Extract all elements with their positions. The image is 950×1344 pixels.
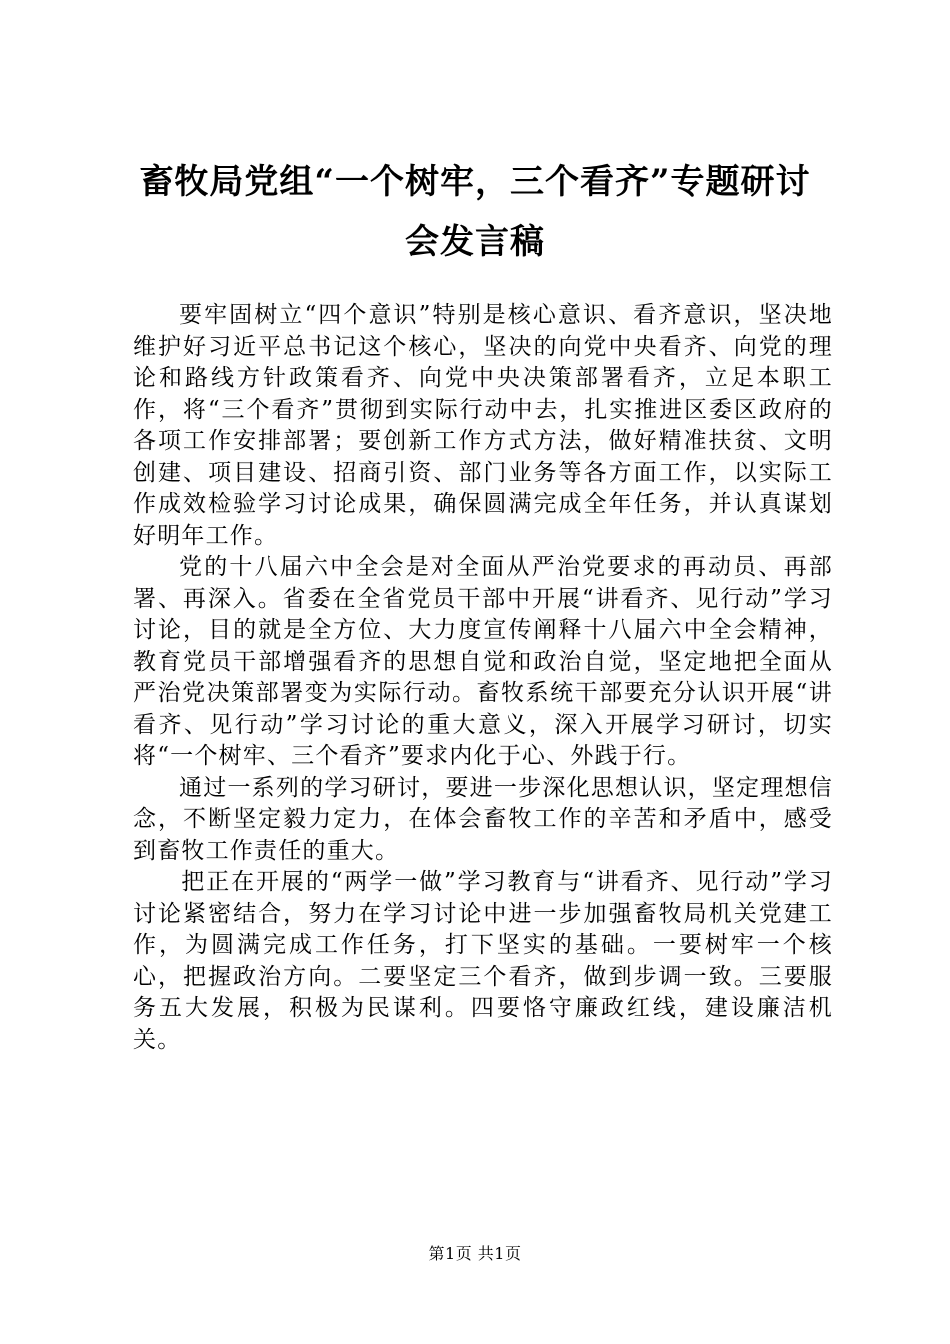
document-title-line-2: 会发言稿 [405, 222, 545, 262]
body-paragraph-3: 通过一系列的学习研讨，要进一步深化思想认识，坚定理想信念，不断坚定毅力定力，在体会畜牧工作的辛苦和矛盾中，感受到畜牧工作责任的重大。 [133, 774, 833, 864]
document-title-line-1: 畜牧局党组“一个树牢，三个看齐”专题研讨 [139, 162, 811, 202]
body-paragraph-4: 把正在开展的“两学一做”学习教育与“讲看齐、见行动”学习讨论紧密结合，努力在学习讨论中进一步加强畜牧局机关党建工作，为圆满完成工作任务，打下坚实的基础。一要树牢一个核心，把握政治方向。二要坚定三个看齐，做到步调一致。三要服务五大发展，积极为民谋利。四要恪守廉政红线，建设廉洁机关。 [133, 869, 833, 1053]
page-footer: 第1页 共1页 [428, 1244, 522, 1263]
body-paragraph-2: 党的十八届六中全会是对全面从严治党要求的再动员、再部署、再深入。省委在全省党员干部中开展“讲看齐、见行动”学习讨论，目的就是全方位、大力度宣传阐释十八届六中全会精神，教育党员干部增强看齐的思想自觉和政治自觉，坚定地把全面从严治党决策部署变为实际行动。畜牧系统干部要充分认识开展“讲看齐、见行动”学习讨论的重大意义，深入开展学习研讨，切实将“一个树牢、三个看齐”要求内化于心、外践于行。 [133, 554, 833, 769]
document-body [133, 300, 833, 1056]
body-paragraph-1: 要牢固树立“四个意识”特别是核心意识、看齐意识，坚决地维护好习近平总书记这个核心，坚决的向党中央看齐、向党的理论和路线方针政策看齐、向党中央决策部署看齐，立足本职工作，将“三个看齐”贯彻到实际行动中去，扎实推进区委区政府的各项工作安排部署；要创新工作方式方法，做好精准扶贫、文明创建、项目建设、招商引资、部门业务等各方面工作，以实际工作成效检验学习讨论成果，确保圆满完成全年任务，并认真谋划好明年工作。 [133, 302, 833, 549]
